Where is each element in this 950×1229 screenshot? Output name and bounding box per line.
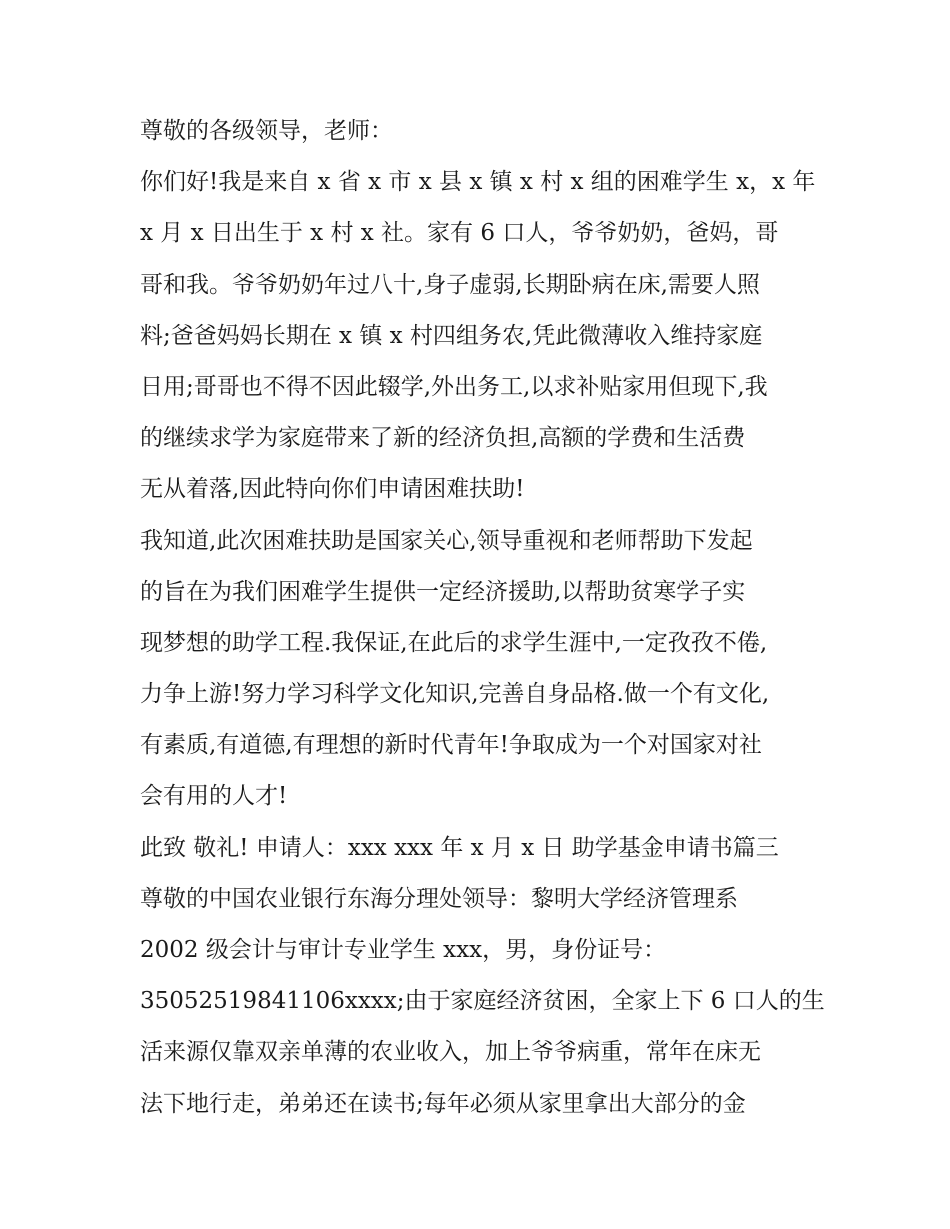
text-line: 法下地行走，弟弟还在读书;每年必须从家里拿出大部分的金: [140, 1090, 746, 1117]
text-line: 此致 敬礼! 申请人：xxx xxx 年 x 月 x 日 助学基金申请书篇三: [140, 834, 779, 861]
text-line: 有素质,有道德,有理想的新时代青年!争取成为一个对国家对社: [140, 732, 762, 759]
text-line: x 月 x 日出生于 x 村 x 社。家有 6 口人，爷爷奶奶，爸妈，哥: [140, 220, 779, 247]
text-line: 现梦想的助学工程.我保证,在此后的求学生涯中,一定孜孜不倦,: [140, 629, 768, 656]
text-line: 2002 级会计与审计专业学生 xxx，男，身份证号：: [140, 937, 667, 963]
text-line: 无从着落,因此特向你们申请困难扶助!: [140, 476, 525, 503]
text-line: 会有用的人才!: [140, 783, 288, 810]
text-line: 的旨在为我们困难学生提供一定经济援助,以帮助贫寒学子实: [140, 578, 746, 605]
text-line: 哥和我。爷爷奶奶年过八十,身子虚弱,长期卧病在床,需要人照: [140, 271, 760, 298]
text-line: 35052519841106xxxx;由于家庭经济贫困，全家上下 6 口人的生: [140, 988, 825, 1015]
text-line: 尊敬的中国农业银行东海分理处领导：黎明大学经济管理系: [140, 885, 738, 912]
text-line: 你们好!我是来自 x 省 x 市 x 县 x 镇 x 村 x 组的困难学生 x，x 年: [140, 169, 816, 196]
text-line: 我知道,此次困难扶助是国家关心,领导重视和老师帮助下发起: [140, 527, 753, 554]
text-line: 力争上游!努力学习科学文化知识,完善自身品格.做一个有文化,: [140, 681, 770, 708]
document-body: [140, 106, 830, 1130]
text-line: 料;爸爸妈妈长期在 x 镇 x 村四组务农,凭此微薄收入维持家庭: [140, 322, 763, 349]
text-line: 尊敬的各级领导，老师：: [140, 118, 393, 144]
text-line: 活来源仅靠双亲单薄的农业收入，加上爷爷病重，常年在床无: [140, 1039, 761, 1066]
text-line: 的继续求学为家庭带来了新的经济负担,高额的学费和生活费: [140, 425, 746, 452]
text-line: 日用;哥哥也不得不因此辍学,外出务工,以求补贴家用但现下,我: [140, 373, 768, 400]
